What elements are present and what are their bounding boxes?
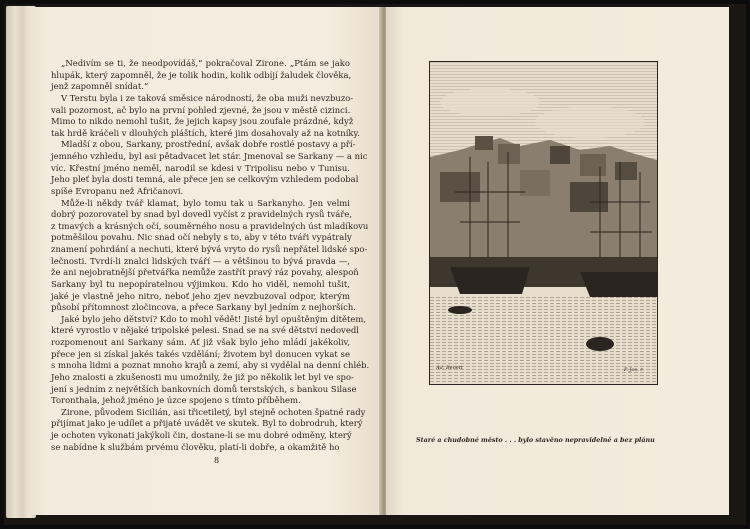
text-line: potměšilou povahu. Nic snad očí nebyly s to, aby v této tváři vypátraly: [51, 232, 352, 243]
text-line: přijímat jako je udílet a přijaté uvádět ve skutek. Byl to dobrodruh, který: [51, 418, 363, 429]
text-line: spíše Evropanu než Afričanovi.: [51, 185, 184, 196]
text-line: Zirone, původem Sicilián, asi třicetiletý, byl stejně ochoten špatné rady: [61, 406, 366, 417]
harbor-illustration: [429, 61, 658, 385]
text-line: Mimo to nikdo nemohl tušit, že jejich kapsy jsou zoufale prázdné, když: [51, 116, 354, 127]
text-line: dobrý pozorovatel by snad byl dovedl vyčíst z pravidelných rysů tváře,: [51, 209, 353, 220]
text-line: hlupák, který zapomněl, že je tolik hodin, kolik odbíjí žaludek člověka,: [51, 69, 352, 80]
text-line: Jeho pleť byla dosti temná, ale přece jen se celkovým vzhledem podobal: [51, 174, 359, 185]
text-line: tak hrdě kráčeli v dlouhých pláštích, které jim dosahovaly až na kotníky.: [51, 127, 360, 138]
text-line: jemného vzhledu, byl asi pětadvacet let stár. Jmenoval se Sarkany — a nic: [51, 151, 368, 161]
text-line: Jaké bylo jeho dětství? Kdo to mohl vědět! Jisté byl opuštěným dítětem,: [61, 313, 367, 324]
text-line: „Nedivím se ti, že neodpovídáš,“ pokračoval Zirone. „Ptám se jako: [61, 58, 350, 68]
text-line: vali pozornost, ač bylo na první pohled zjevné, že jsou v městě cizinci.: [51, 104, 351, 115]
text-line: víc. Křestní jméno neměl, narodil se kdesi v Tripolisu nebo v Tunisu.: [51, 162, 350, 173]
page-number: 8: [214, 456, 220, 465]
text-line: se nabídne k službám prvému člověku, platí-li dobře, a okamžitě ho: [51, 441, 340, 452]
text-line: jaké je vlastně jeho nitro, neboť jeho zjev nevzbuzoval odpor, kterým: [51, 290, 350, 301]
text-line: Může-li někdy tvář klamat, bylo tomu tak u Sarkanyho. Jen velmi: [61, 197, 350, 208]
text-line: že ani nejobratnější přetvářka nemůže zastřít pravý ráz povahy, alespoň: [51, 267, 359, 278]
text-line: působí přítomnost zločincova, a přece Sarkany byl jedním z nejhorších.: [51, 302, 356, 313]
text-line: lečnosti. Tvrdí-li znalci lidských tváří — a většinou to bývá pravda —,: [51, 255, 350, 266]
illustration-caption: Staré a chudobné město . . . bylo stavěno nepravidelně a bez plánu: [416, 436, 655, 444]
text-line: rozpomenout ani Sarkany sám. Ať již však bylo jeho mládí jakékoliv,: [51, 337, 350, 347]
text-line: Jeho znalosti a zkušenosti mu umožnily, že již po několik let byl ve spo-: [51, 371, 354, 382]
text-line: Toronthala, jehož jméno je úzce spojeno s tímto příběhem.: [51, 395, 301, 406]
artist-signature-left: Ad. Benett: [436, 365, 463, 371]
body-text: [51, 58, 370, 453]
text-line: je ochoten vykonati jakýkoli čin, dostane-li se mu dobré odměny, který: [51, 430, 352, 440]
text-line: Sarkany byl tu nepopíratelnou výjimkou. Kdo ho viděl, nemohl tušit,: [51, 278, 350, 289]
text-line: přece jen si získal jakés takés vzdělání; životem byl donucen vykat se: [51, 348, 350, 359]
text-line: Mladší z obou, Sarkany, prostřední, avšak dobře rostlé postavy a pří-: [61, 139, 356, 150]
text-line: jenž zapomněl snídat.“: [51, 81, 149, 92]
artist-signature-right: P. Jos. r.: [624, 367, 644, 373]
text-line: jení s jedním z největších bankovních domů terstských, s bankou Silase: [51, 383, 357, 394]
text-line: s mnoha lidmi a poznat mnoho krajů a zemí, aby si vydělal na denní chléb.: [51, 360, 370, 371]
text-line: znamení pohrdání a nechuti, které bývá vryto do rysů nepřátel lidské spo-: [51, 244, 368, 254]
text-line: z tmavých a krásných očí, souměrného nosu a pravidelných úst mladíkovu: [51, 220, 369, 231]
text-line: V Terstu byla i ze taková směsice národností, že oba muži nevzbuzo-: [61, 92, 354, 103]
text-line: které vyrostlo v nějaké tripolské pelesi. Snad se na své dětství nedovedl: [51, 325, 359, 336]
